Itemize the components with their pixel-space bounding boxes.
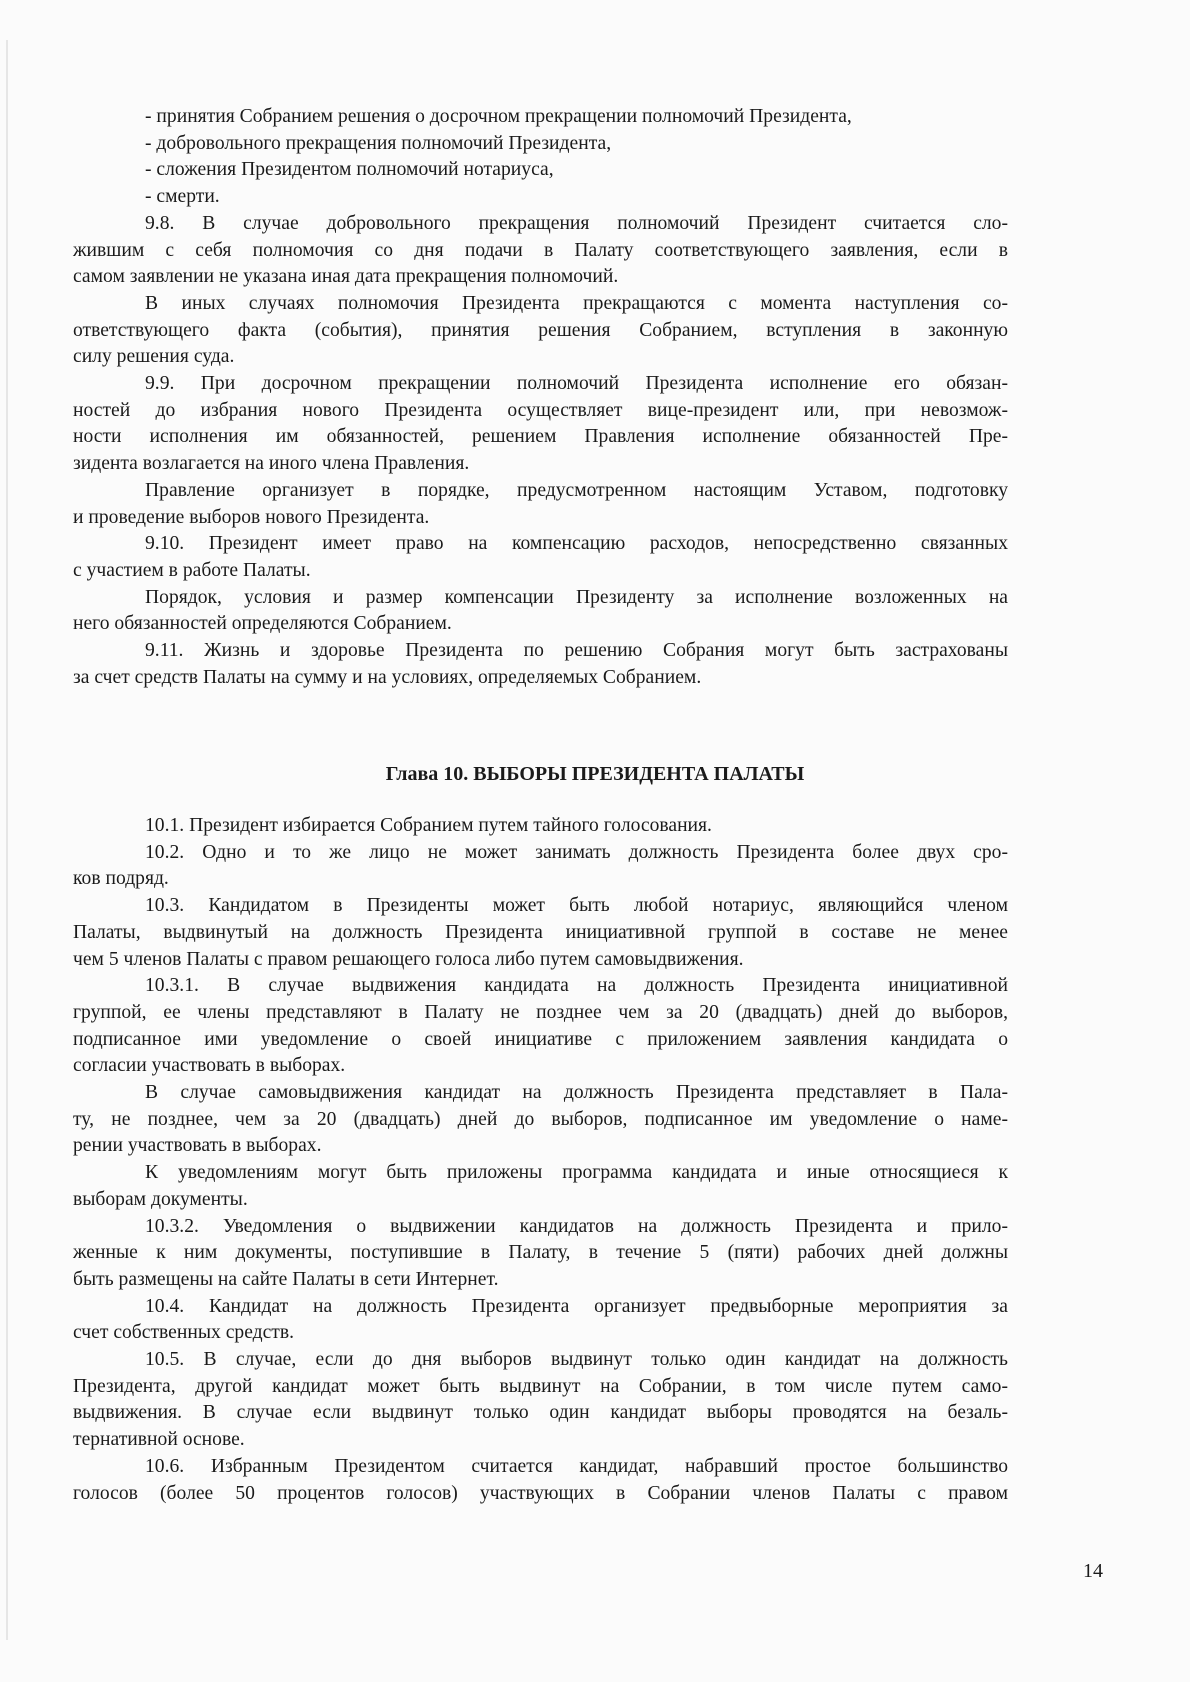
paragraph-10-2: 10.2. Одно и то же лицо не может занимать должность Президента более двух сро- bbox=[145, 841, 1008, 863]
paragraph-9-8: 9.8. В случае добровольного прекращения полномочий Президент считается сло- bbox=[145, 212, 1008, 234]
paragraph-10-3-1-attachments: К уведомлениям могут быть приложены программа кандидата и иные относящиеся к bbox=[145, 1162, 1008, 1184]
paragraph-line: зидента возлагается на иного члена Правления. bbox=[73, 453, 470, 475]
paragraph-line: быть размещены на сайте Палаты в сети Интернет. bbox=[73, 1268, 499, 1290]
paragraph-9-10: 9.10. Президент имеет право на компенсацию расходов, непосредственно связанных bbox=[145, 533, 1008, 555]
paragraph-10-3-2: 10.3.2. Уведомления о выдвижении кандидатов на должность Президента и прило- bbox=[145, 1215, 1008, 1237]
paragraph-line: с участием в работе Палаты. bbox=[73, 559, 311, 581]
paragraph-line: Палаты, выдвинутый на должность Президента инициативной группой в составе не менее bbox=[73, 921, 1008, 943]
paragraph-line: согласии участвовать в выборах. bbox=[73, 1055, 346, 1077]
paragraph-10-3-1-self-nomination: В случае самовыдвижения кандидат на должность Президента представляет в Пала- bbox=[145, 1082, 1008, 1104]
chapter-10-body bbox=[73, 813, 1008, 1507]
bullet-line: - принятия Собранием решения о досрочном прекращении полномочий Президента, bbox=[145, 106, 852, 127]
paragraph-10-3-1: 10.3.1. В случае выдвижения кандидата на должность Президента инициативной bbox=[145, 975, 1008, 997]
paragraph-line: самом заявлении не указана иная дата прекращения полномочий. bbox=[73, 266, 619, 288]
paragraph-line: выдвижения. В случае если выдвинут только один кандидат выборы проводятся на безаль- bbox=[73, 1402, 1008, 1424]
paragraph-10-6: 10.6. Избранным Президентом считается кандидат, набравший простое большинство bbox=[145, 1455, 1008, 1477]
section-9-continued bbox=[73, 104, 1008, 691]
chapter-heading: Глава 10. ВЫБОРЫ ПРЕЗИДЕНТА ПАЛАТЫ bbox=[385, 763, 805, 785]
paragraph-line: группой, ее члены представляют в Палату не позднее чем за 20 (двадцать) дней до выборов, bbox=[73, 1001, 1008, 1023]
bullet-line: - добровольного прекращения полномочий Президента, bbox=[145, 132, 612, 154]
paragraph-9-8-other-cases: В иных случаях полномочия Президента прекращаются с момента наступления со- bbox=[145, 292, 1008, 314]
paragraph-line: рении участвовать в выборах. bbox=[73, 1135, 322, 1157]
paragraph-line: ности исполнения им обязанностей, решением Правления исполнение обязанностей Пре- bbox=[73, 426, 1008, 448]
paragraph-line: счет собственных средств. bbox=[73, 1322, 295, 1344]
paragraph-line: ностей до избрания нового Президента осуществляет вице-президент или, при невозмож- bbox=[73, 399, 1008, 421]
paragraph-line: ков подряд. bbox=[73, 868, 169, 890]
paragraph-line: за счет средств Палаты на сумму и на условиях, определяемых Собранием. bbox=[73, 666, 702, 688]
paragraph-line: и проведение выборов нового Президента. bbox=[73, 506, 430, 528]
paragraph-9-9-board: Правление организует в порядке, предусмотренном настоящим Уставом, подготовку bbox=[145, 479, 1008, 501]
bullet-line: - смерти. bbox=[145, 186, 220, 208]
paragraph-10-1: 10.1. Президент избирается Собранием путем тайного голосования. bbox=[145, 815, 712, 836]
paragraph-line: подписанное ими уведомление о своей инициативе с приложением заявления кандидата о bbox=[73, 1028, 1008, 1050]
scan-edge bbox=[6, 40, 8, 1640]
paragraph-line: выборам документы. bbox=[73, 1188, 248, 1210]
paragraph-line: ответствующего факта (события), принятия решения Собранием, вступления в законную bbox=[73, 319, 1008, 341]
paragraph-line: женные к ним документы, поступившие в Палату, в течение 5 (пяти) рабочих дней должны bbox=[73, 1242, 1008, 1264]
paragraph-line: жившим с себя полномочия со дня подачи в Палату соответствующего заявления, если в bbox=[73, 239, 1008, 261]
paragraph-9-9: 9.9. При досрочном прекращении полномочий Президента исполнение его обязан- bbox=[145, 373, 1008, 395]
page-number: 14 bbox=[1083, 1560, 1103, 1582]
paragraph-line: Президента, другой кандидат может быть выдвинут на Собрании, в том числе путем само- bbox=[73, 1375, 1008, 1397]
paragraph-line: тернативной основе. bbox=[73, 1429, 245, 1451]
paragraph-line: силу решения суда. bbox=[73, 346, 235, 368]
paragraph-10-3: 10.3. Кандидатом в Президенты может быть любой нотариус, являющийся членом bbox=[145, 895, 1008, 917]
paragraph-line: ту, не позднее, чем за 20 (двадцать) дней до выборов, подписанное им уведомление о наме- bbox=[73, 1108, 1008, 1130]
paragraph-9-10-compensation: Порядок, условия и размер компенсации Президенту за исполнение возложенных на bbox=[145, 586, 1008, 608]
paragraph-line: голосов (более 50 процентов голосов) участвующих в Собрании членов Палаты с правом bbox=[73, 1482, 1008, 1504]
paragraph-line: чем 5 членов Палаты с правом решающего голоса либо путем самовыдвижения. bbox=[73, 948, 744, 970]
paragraph-10-4: 10.4. Кандидат на должность Президента организует предвыборные мероприятия за bbox=[145, 1295, 1008, 1317]
bullet-line: - сложения Президентом полномочий нотариуса, bbox=[145, 159, 554, 181]
paragraph-9-11: 9.11. Жизнь и здоровье Президента по решению Собрания могут быть застрахованы bbox=[145, 640, 1008, 662]
paragraph-line: него обязанностей определяются Собранием. bbox=[73, 613, 452, 635]
paragraph-10-5: 10.5. В случае, если до дня выборов выдвинут только один кандидат на должность bbox=[145, 1349, 1008, 1371]
